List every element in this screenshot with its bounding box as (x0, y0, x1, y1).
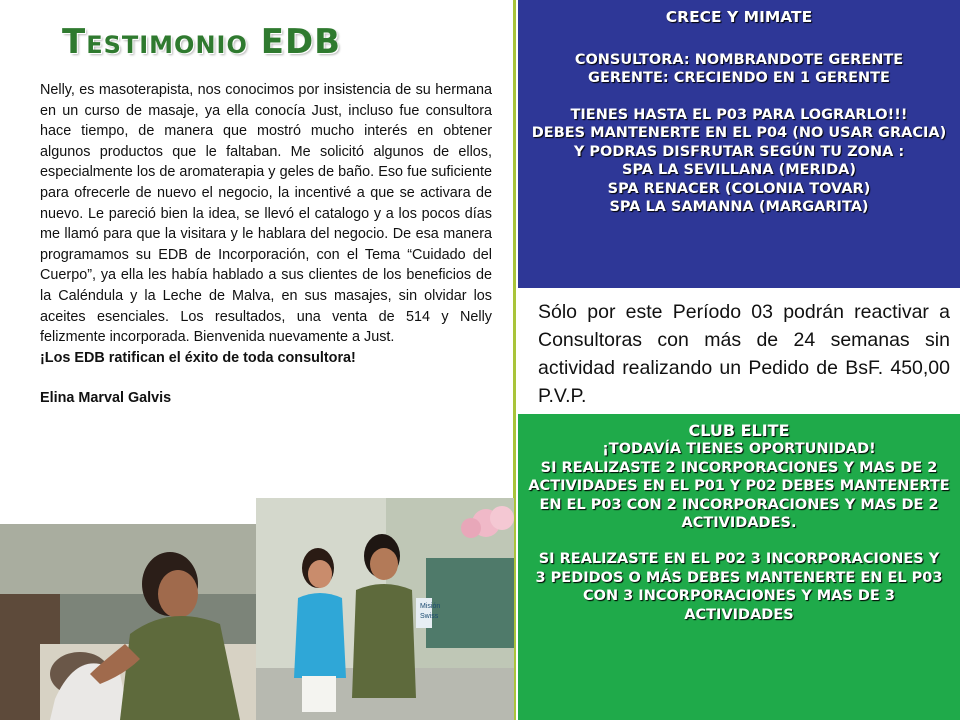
club-rule-2a: SI REALIZASTE EN EL P02 3 INCORPORACIONES Y (538, 551, 940, 568)
photo-two-women (256, 498, 514, 720)
club-elite-box (518, 414, 960, 720)
promo-spa-item: SPA RENACER (COLONIA TOVAR) (607, 180, 871, 197)
club-title: CLUB ELITE (688, 421, 790, 440)
promo-title: CRECE Y MIMATE (665, 8, 813, 26)
photo-two-women-illustration (256, 498, 514, 720)
testimonial-author: Elina Marval Galvis (40, 390, 172, 407)
promo-line-maintain: DEBES MANTENERTE EN EL P04 (NO USAR GRACIA) (531, 125, 947, 141)
reactivation-notice: Sólo por este Período 03 podrán reactivar a Consultoras con más de 24 semanas sin actividad realizando un Pedido de BsF. 450,00 P.V.P. (538, 301, 950, 407)
promo-spa-item: SPA LA SEVILLANA (MERIDA) (622, 162, 856, 178)
photo-sign-line1: Misión (420, 603, 441, 610)
promo-line-deadline: TIENES HASTA EL P03 PARA LOGRARLO!!! (570, 106, 908, 123)
promo-spa-item: SPA LA SAMANNA (MARGARITA) (609, 199, 869, 215)
club-subtitle: ¡TODAVÍA TIENES OPORTUNIDAD! (602, 441, 876, 458)
photo-massage (0, 524, 258, 720)
club-rule-2b: 3 PEDIDOS O MÁS DEBES MANTENERTE EN EL P03 CON 3 INCORPORACIONES Y MAS DE 3 ACTIVIDADES (535, 569, 943, 623)
promo-line-enjoy: Y PODRAS DISFRUTAR SEGÚN TU ZONA : (573, 143, 905, 160)
page-title: Testimonio EDB (62, 22, 342, 62)
promo-line-gerente: GERENTE: CRECIENDO EN 1 GERENTE (588, 70, 890, 86)
promo-line-consultora: CONSULTORA: NOMBRANDOTE GERENTE (574, 51, 904, 68)
photo-massage-illustration (0, 524, 258, 720)
testimonial-motto: ¡Los EDB ratifican el éxito de toda consultora! (40, 349, 356, 366)
promo-box-crece-y-mimate (518, 0, 960, 288)
club-rule-1: SI REALIZASTE 2 INCORPORACIONES Y MAS DE 2 ACTIVIDADES EN EL P01 Y P02 DEBES MANTENERTE EN EL P03 CON 2 INCORPORACIONES Y MAS DE 2 ACTIVIDADES. (528, 459, 950, 532)
photo-sign-line2: Swiss (420, 613, 439, 620)
testimonial-text (40, 80, 492, 409)
testimonial-paragraph: Nelly, es masoterapista, nos conocimos por insistencia de su hermana en un curso de masaje, ya ella conocía Just, incluso fue consultora hace tiempo, de manera que mostró mucho interés en obtener algunos productos que le faltaban. Me solicitó algunos de ellos, especialmente los de aromaterapia y geles de baño. Eso fue suficiente para ofrecerle de nuevo el negocio, la incentivé a que se activara de nuevo. Le pareció bien la idea, se llevó el catalogo y a los pocos días me llamó para que la visitara y le hablara del negocio. De esa manera programamos su EDB de Incorporación, con el Tema “Cuidado del Cuerpo”, ya ella les había hablado a sus clientes de los beneficios de la Caléndula y la Leche de Malva, en sus masajes, sin olvidar los aceites esenciales. Los resultados, una venta de 514 y Nelly felizmente incorporada. Bienvenida nuevamente a Just. (40, 82, 492, 346)
